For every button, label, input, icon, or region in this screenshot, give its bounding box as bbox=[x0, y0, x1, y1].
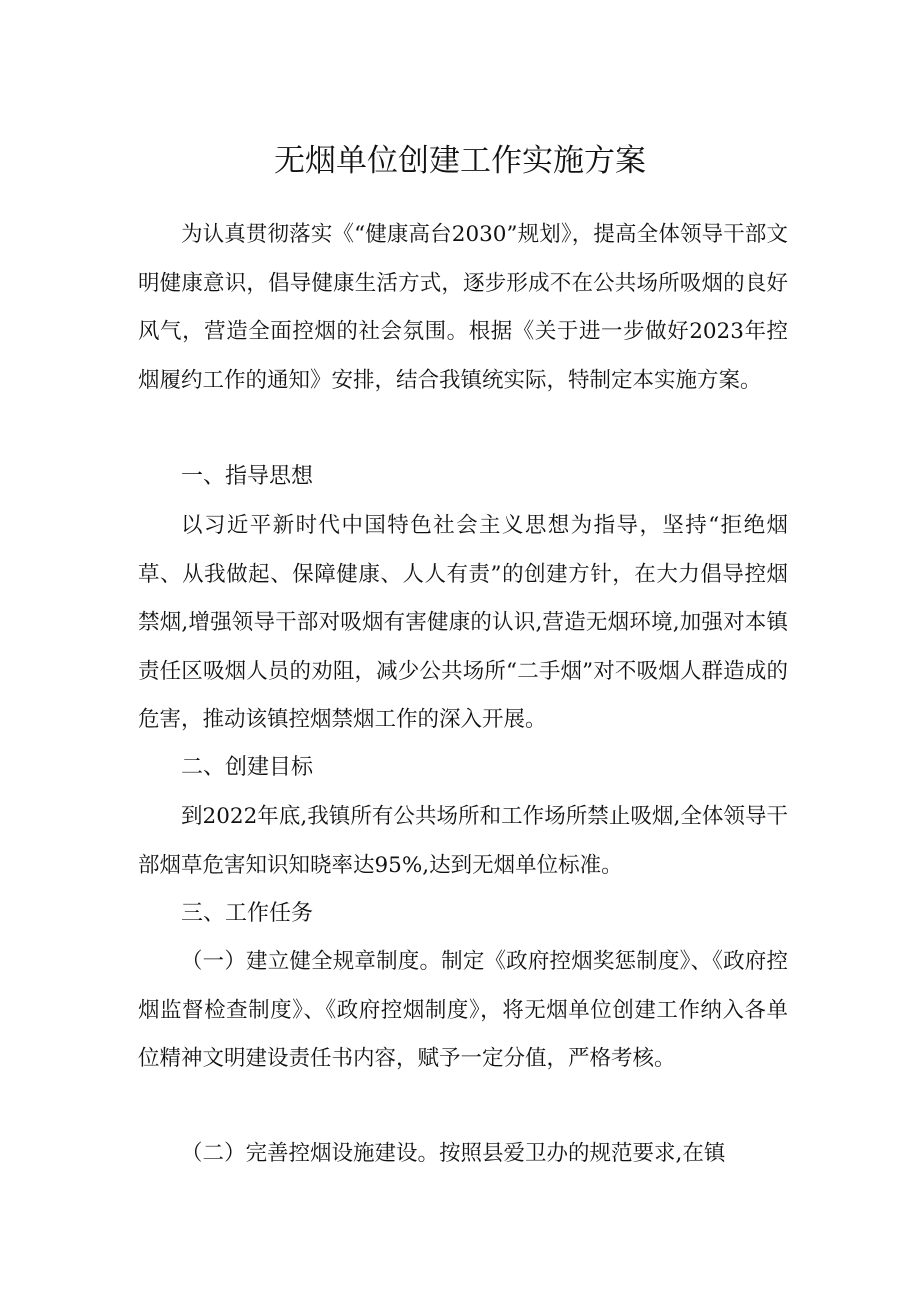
section-heading-text: 一、指导思想 bbox=[181, 464, 314, 489]
paragraph-intro bbox=[138, 211, 788, 405]
section-heading-text: 二、创建目标 bbox=[181, 755, 314, 780]
paragraph-text: （一）建立健全规章制度。制定《政府控烟奖惩制度》、《政府控烟监督检查制度》、《政府控烟制度》，将无烟单位创建工作纳入各单位精神文明建设责任书内容，赋予一定分值，严格考核。 bbox=[138, 949, 788, 1071]
paragraph-task-2 bbox=[138, 1130, 788, 1179]
paragraph-text: 到2022年底,我镇所有公共场所和工作场所禁止吸烟,全体领导干部烟草危害知识知晓率达95%,达到无烟单位标准。 bbox=[138, 804, 788, 878]
section-heading-guiding-ideology bbox=[138, 453, 788, 502]
paragraph-task-1 bbox=[138, 938, 788, 1084]
section-heading-text: 三、工作任务 bbox=[181, 901, 314, 926]
paragraph-goals bbox=[138, 793, 788, 890]
paragraph-guiding-ideology bbox=[138, 502, 788, 745]
section-heading-tasks bbox=[138, 890, 788, 939]
document-title: 无烟单位创建工作实施方案 bbox=[274, 143, 646, 179]
paragraph-text: （二）完善控烟设施建设。按照县爱卫办的规范要求,在镇 bbox=[181, 1141, 726, 1166]
paragraph-text: 以习近平新时代中国特色社会主义思想为指导，坚持“拒绝烟草、从我做起、保障健康、人人有责”的创建方针，在大力倡导控烟禁烟,增强领导干部对吸烟有害健康的认识,营造无烟环境,加强对本镇责任区吸烟人员的劝阻，减少公共场所“二手烟”对不吸烟人群造成的危害，推动该镇控烟禁烟工作的深入开展。 bbox=[138, 513, 788, 732]
section-heading-goals bbox=[138, 744, 788, 793]
paragraph-text: 为认真贯彻落实《“健康高台2030”规划》，提高全体领导干部文明健康意识，倡导健康生活方式，逐步形成不在公共场所吸烟的良好风气，营造全面控烟的社会氛围。根据《关于进一步做好2023年控烟履约工作的通知》安排，结合我镇统实际，特制定本实施方案。 bbox=[138, 222, 788, 393]
